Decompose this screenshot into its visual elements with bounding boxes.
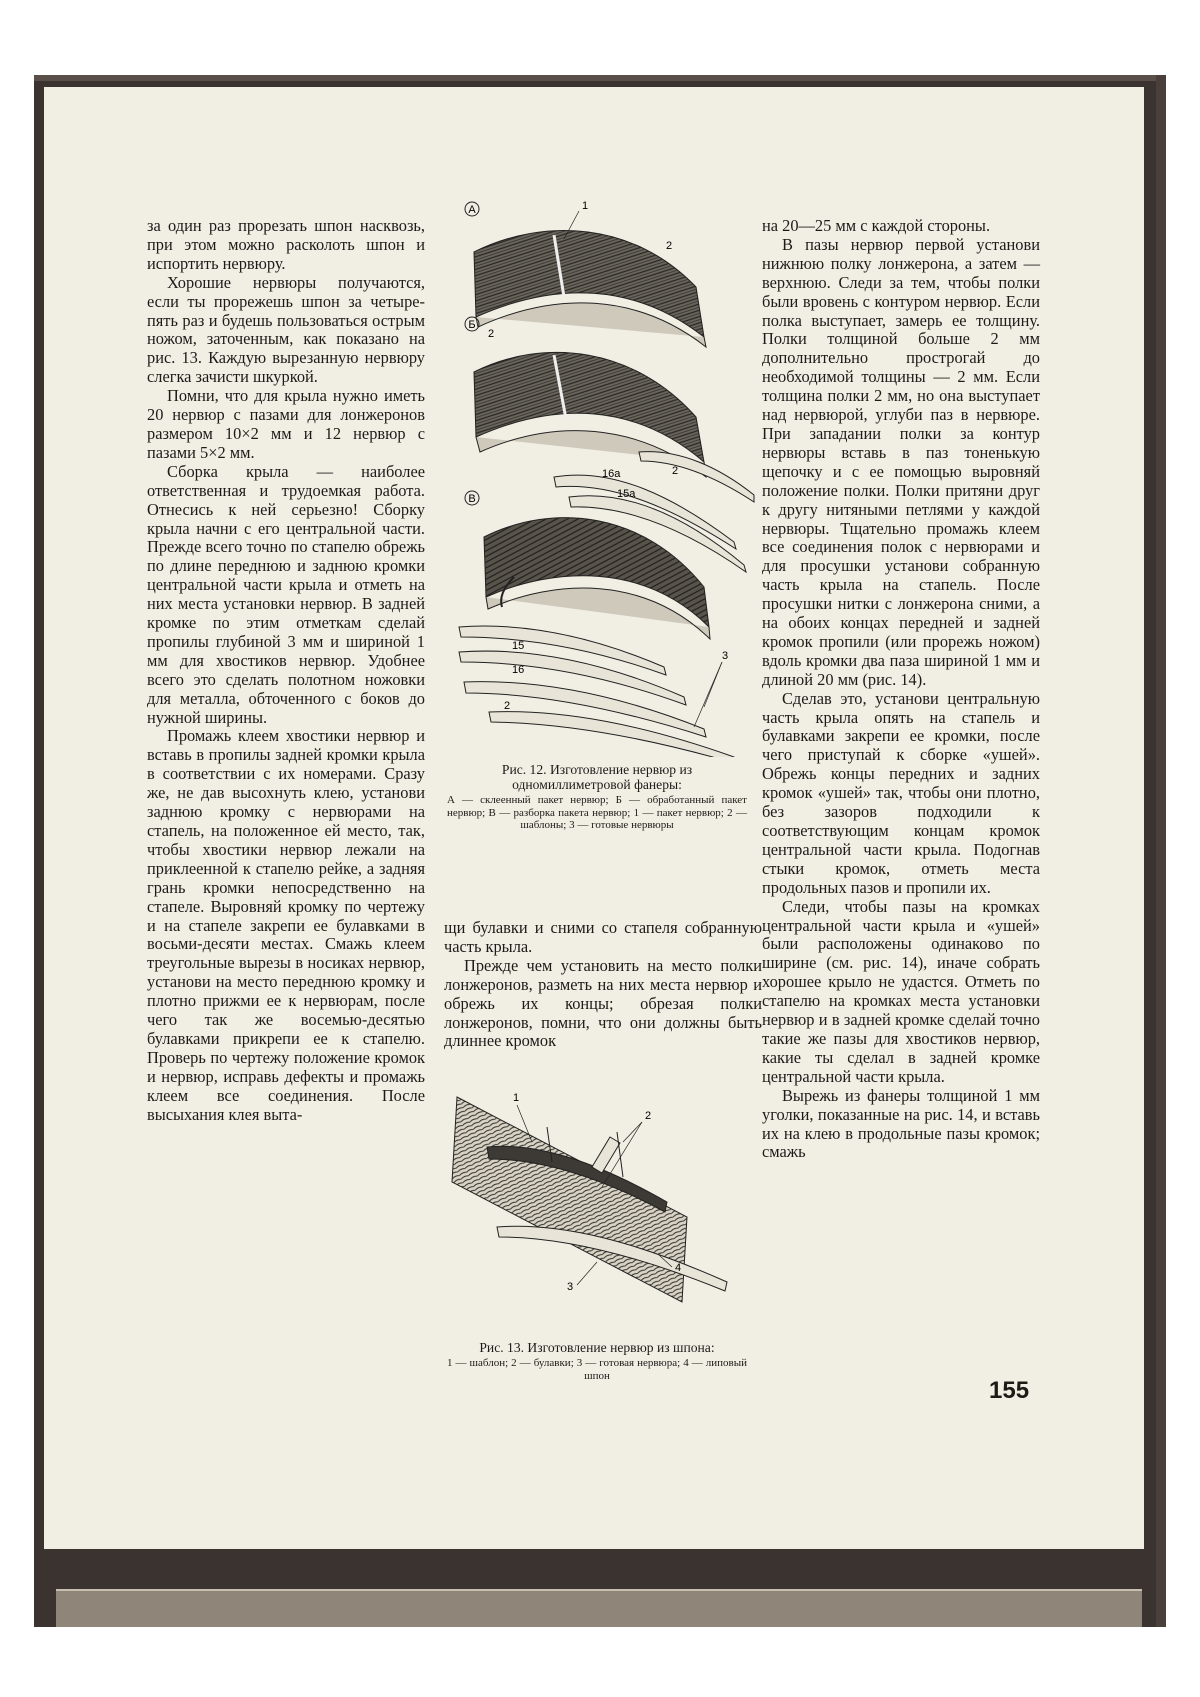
- fig12-label: 2: [672, 465, 679, 477]
- paragraph: В пазы нервюр первой установи нижнюю полку лонжерона, а затем — верхнюю. Следи за тем, чтобы полки были вровень с контуром нервюр. Если полка выступает, замерь ее толщину. Полки толщиной больше 2 мм дополнительно прострогай до необходимой толщины — 2 мм. Если толщина полки 2 мм, но она выступает над нервюрой, углуби паз в нервюре. При западании полки за контур нервюры вставь в паз тоненькую щепочку и с ее помощью выровняй положение полки. Полки притяни друг к другу нитяными петлями у каждой нервюры. Тщательно промажь клеем все соединения полок с нервюрами и для просушки установи собранную часть крыла на стапель. После просушки нитки с лонжерона сними, а на обоих концах передней и задней кромок пропили (или прорежь ножом) вдоль кромки два паза шириной 1 мм и длиной 20 мм (рис. 14).: [762, 234, 1040, 689]
- fig12-label: 15а: [617, 488, 636, 500]
- marker-a-label: А: [468, 204, 476, 216]
- fig13-label: 2: [645, 1110, 652, 1122]
- figure-12-caption: [447, 762, 747, 832]
- fig13-label: 3: [567, 1281, 574, 1293]
- figure-13-illustration: [427, 1087, 737, 1337]
- book-page: [44, 87, 1144, 1549]
- fig12-label: 16: [512, 664, 525, 676]
- fig12-label: 2: [666, 240, 673, 252]
- fig12-label: 3: [722, 650, 729, 662]
- paragraph: Помни, что для крыла нужно иметь 20 нервюр с пазами для лонжеронов размером 10×2 мм и 12 нервюр с пазами 5×2 мм.: [147, 386, 425, 462]
- paragraph: Следи, чтобы пазы на кромках центральной части крыла и «ушей» были расположены одинаково по ширине (см. рис. 14), иначе собрать хорошее крыло не удастся. Отметь по стапелю на кромках места установки нервюр и в задней кромке сделай точно такие же пазы для хвостиков нервюр, какие ты сделал в задней кромке центральной части крыла.: [762, 896, 1040, 1086]
- knife-icon: [592, 1137, 620, 1173]
- fig13-label: 1: [513, 1092, 520, 1104]
- book-edge-bottom: [56, 1589, 1142, 1627]
- figure-13-caption-title: Рис. 13. Изготовление нервюр из шпона:: [479, 1340, 715, 1355]
- figure-12-illustration: [404, 197, 764, 757]
- fig12-label: 1: [582, 200, 589, 212]
- paragraph: на 20—25 мм с каждой стороны.: [762, 216, 991, 235]
- fig12-label: 15: [512, 640, 525, 652]
- fig13-label: 4: [675, 1262, 682, 1274]
- paragraph: Сборка крыла — наиболее ответственная и трудоемкая работа. Отнесись к ней серьезно! Сборку крыла начни с его центральной части. Прежде всего точно по стапелю обрежь по длине переднюю и заднюю кромки центральной части крыла и отметь на них места установки нервюр. В задней кромке по этим отметкам сделай пропилы глубиной 3 мм и шириной 1 мм для хвостиков нервюр. Удобнее всего это сделать полотном ножовки для металла, обточенного с боков до нужной ширины.: [147, 461, 425, 727]
- text-column-left: [147, 217, 425, 1125]
- paragraph: Хорошие нервюры получаются, если ты прорежешь шпон за четыре-пять раз и будешь пользоваться острым ножом, заточенным, как показано на рис. 13. Каждую вырезанную нервюру слегка зачисти шкуркой.: [147, 272, 425, 387]
- paragraph: щи булавки и сними со стапеля собранную часть крыла.: [444, 918, 762, 956]
- text-column-right: [762, 217, 1040, 1162]
- figure-13-caption: [447, 1340, 747, 1382]
- text-column-middle: [444, 919, 762, 1051]
- paragraph: Сделав это, установи центральную часть крыла опять на стапель и булавками закрепи ее кромки, после чего приступай к сборке «ушей». Обрежь концы передних и задних кромок «ушей» так, чтобы они плотно, без зазоров подходили к соответствующим концам кромок центральной части крыла. Подогнав стыки кромок, отметь места продольных пазов и пропили их.: [762, 688, 1040, 897]
- marker-v-label: В: [468, 493, 476, 505]
- paragraph: Прежде чем установить на место полки лонжеронов, разметь на них места нервюр и обрежь их концы; обрезая полки лонжеронов, помни, что они должны быть длиннее кромок: [444, 955, 762, 1051]
- book-edge-right: [1156, 75, 1166, 1627]
- marker-b-label: Б: [468, 319, 476, 331]
- paragraph: Вырежь из фанеры толщиной 1 мм уголки, показанные на рис. 14, и вставь их на клею в продольные пазы кромок; смажь: [762, 1085, 1040, 1162]
- fig12-label: 16а: [602, 468, 621, 480]
- figure-12-caption-legend: А — склеенный пакет нервюр; Б — обработанный пакет нервюр; В — разборка пакета нервюр; 1 — пакет нервюр; 2 — шаблоны; 3 — готовые нервюры: [447, 794, 747, 831]
- paragraph: Промажь клеем хвостики нервюр и вставь в пропилы задней кромки крыла в соответствии с их номерами. Сразу же, не дав высохнуть клею, установи заднюю кромку с нервюрами на стапель, на положенное ей место, так, чтобы хвостики нервюр лежали на приклеенной к стапелю рейке, а задняя грань кромки непосредственно на стапеле. Выровняй кромку по чертежу и на стапеле закрепи ее булавками в восьми-десяти местах. Смажь клеем треугольные вырезы в носиках нервюр, установи на место переднюю кромку и плотно прижми ее к нервюрам, после чего так же восемью-десятью булавками прикрепи ее к стапелю. Проверь по чертежу положение кромок и нервюр, исправь дефекты и промажь клеем все соединения. После высыхания клея выта-: [147, 726, 425, 1124]
- figure-12-caption-title: Рис. 12. Изготовление нервюр из одномиллиметровой фанеры:: [501, 762, 693, 792]
- figure-13-caption-legend: 1 — шаблон; 2 — булавки; 3 — готовая нервюра; 4 — липовый шпон: [447, 1357, 747, 1382]
- page-number: 155: [989, 1377, 1030, 1404]
- fig12-label: 2: [488, 328, 495, 340]
- book-edge-top: [34, 75, 1166, 81]
- fig12-label: 2: [504, 700, 511, 712]
- paragraph: за один раз прорезать шпон насквозь, при этом можно расколоть шпон и испортить нервюру.: [147, 216, 425, 273]
- scan-background: [34, 75, 1166, 1627]
